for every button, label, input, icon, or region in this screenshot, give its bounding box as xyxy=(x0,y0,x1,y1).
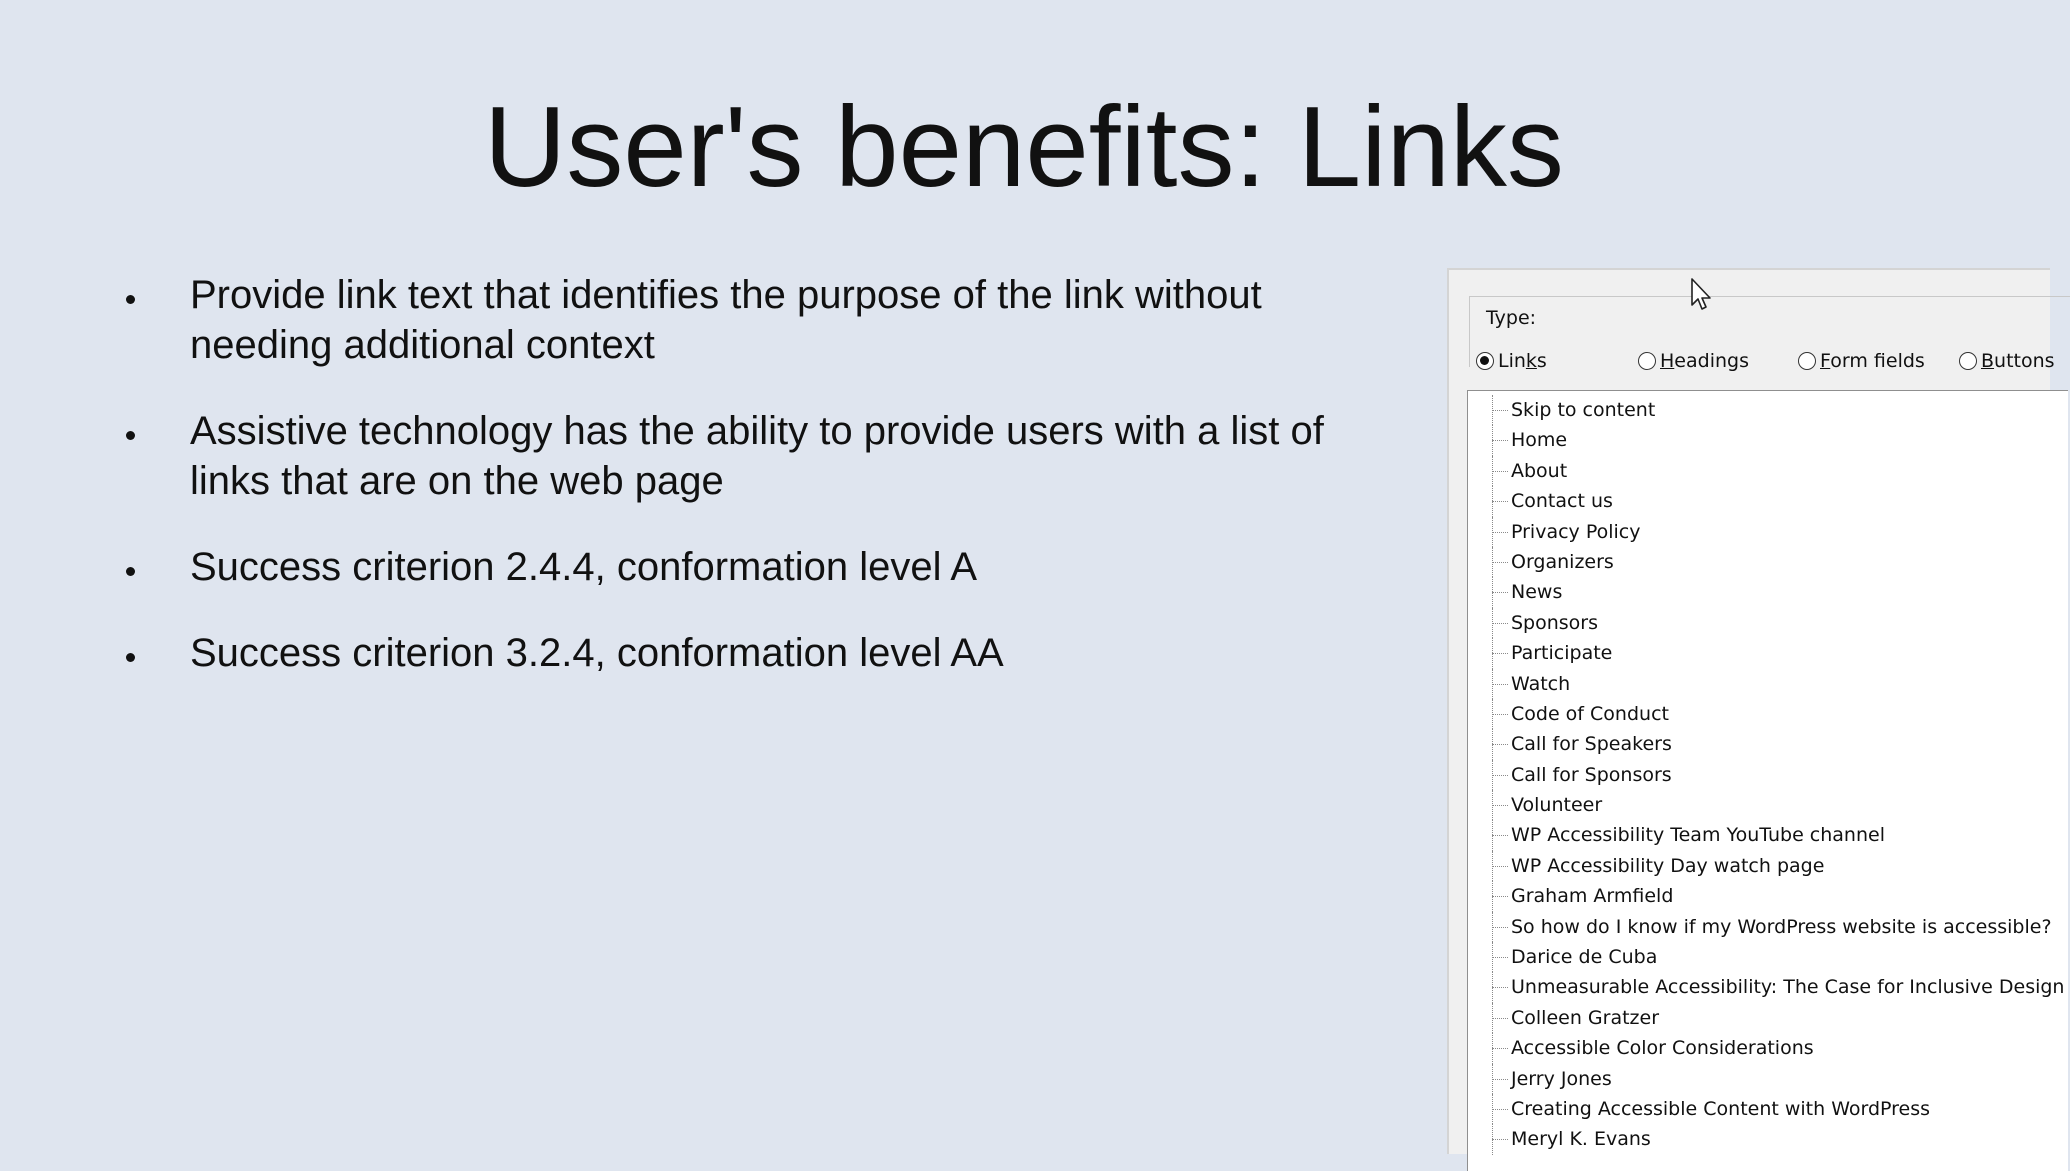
bullet-dot-icon xyxy=(126,567,135,576)
tree-item-link[interactable]: Volunteer xyxy=(1468,790,2064,820)
radio-selected-icon xyxy=(1476,352,1494,370)
tree-item-link[interactable]: About xyxy=(1468,456,2064,486)
tree-item-link[interactable]: WP Accessibility Day watch page xyxy=(1468,851,2064,881)
tree-item-link[interactable]: Call for Sponsors xyxy=(1468,760,2064,790)
type-label: Type: xyxy=(1482,307,1540,329)
tree-item-link[interactable]: Accessible Color Considerations xyxy=(1468,1033,2064,1063)
radio-buttons-label: Buttons xyxy=(1981,350,2055,372)
bullet-text: Provide link text that identifies the purpose of the link without needing additional context xyxy=(190,273,1262,367)
bullet-dot-icon xyxy=(126,431,135,440)
tree-item-link[interactable]: So how do I know if my WordPress website is accessible? xyxy=(1468,912,2064,942)
tree-item-link[interactable]: Sponsors xyxy=(1468,608,2064,638)
links-list xyxy=(1468,395,2064,1155)
radio-form-fields-label: Form fields xyxy=(1820,350,1925,372)
elements-list-dialog xyxy=(1447,268,2065,1154)
bullet-text: Success criterion 3.2.4, conformation level AA xyxy=(190,631,1004,675)
radio-links-label: Links xyxy=(1498,350,1547,372)
bullet-text: Success criterion 2.4.4, conformation level A xyxy=(190,545,978,589)
bullet-item xyxy=(120,270,1400,370)
tree-item-link[interactable]: Watch xyxy=(1468,669,2064,699)
tree-item-link[interactable]: Home xyxy=(1468,425,2064,455)
tree-item-link[interactable]: Jerry Jones xyxy=(1468,1064,2064,1094)
tree-item-link[interactable]: Call for Speakers xyxy=(1468,729,2064,759)
bullet-item xyxy=(120,542,1400,592)
tree-item-link[interactable]: WP Accessibility Team YouTube channel xyxy=(1468,820,2064,850)
radio-headings[interactable] xyxy=(1638,350,1749,372)
radio-unselected-icon xyxy=(1798,352,1816,370)
radio-unselected-icon xyxy=(1638,352,1656,370)
slide-title: User's benefits: Links xyxy=(484,84,1564,211)
radio-headings-label: Headings xyxy=(1660,350,1749,372)
radio-links[interactable] xyxy=(1476,350,1547,372)
tree-item-link[interactable]: Privacy Policy xyxy=(1468,517,2064,547)
radio-form-fields[interactable] xyxy=(1798,350,1925,372)
radio-unselected-icon xyxy=(1959,352,1977,370)
tree-item-link[interactable]: Contact us xyxy=(1468,486,2064,516)
bullet-item xyxy=(120,628,1400,678)
tree-item-link[interactable]: Creating Accessible Content with WordPress xyxy=(1468,1094,2064,1124)
links-tree[interactable] xyxy=(1467,390,2068,1171)
tree-item-link[interactable]: Unmeasurable Accessibility: The Case for Inclusive Design xyxy=(1468,972,2064,1002)
tree-item-link[interactable]: Skip to content xyxy=(1468,395,2064,425)
mouse-pointer-icon xyxy=(1690,278,1712,312)
bullet-dot-icon xyxy=(126,295,135,304)
bullet-list xyxy=(120,270,1400,714)
bullet-text: Assistive technology has the ability to provide users with a list of links that are on the web page xyxy=(190,409,1324,503)
tree-item-link[interactable]: Meryl K. Evans xyxy=(1468,1124,2064,1154)
tree-item-link[interactable]: Code of Conduct xyxy=(1468,699,2064,729)
bullet-item xyxy=(120,406,1400,506)
tree-item-link[interactable]: News xyxy=(1468,577,2064,607)
tree-item-link[interactable]: Participate xyxy=(1468,638,2064,668)
radio-buttons[interactable] xyxy=(1959,350,2055,372)
tree-item-link[interactable]: Graham Armfield xyxy=(1468,881,2064,911)
tree-item-link[interactable]: Colleen Gratzer xyxy=(1468,1003,2064,1033)
tree-item-link[interactable]: Darice de Cuba xyxy=(1468,942,2064,972)
type-group xyxy=(1469,296,2070,372)
tree-item-link[interactable]: Organizers xyxy=(1468,547,2064,577)
bullet-dot-icon xyxy=(126,653,135,662)
